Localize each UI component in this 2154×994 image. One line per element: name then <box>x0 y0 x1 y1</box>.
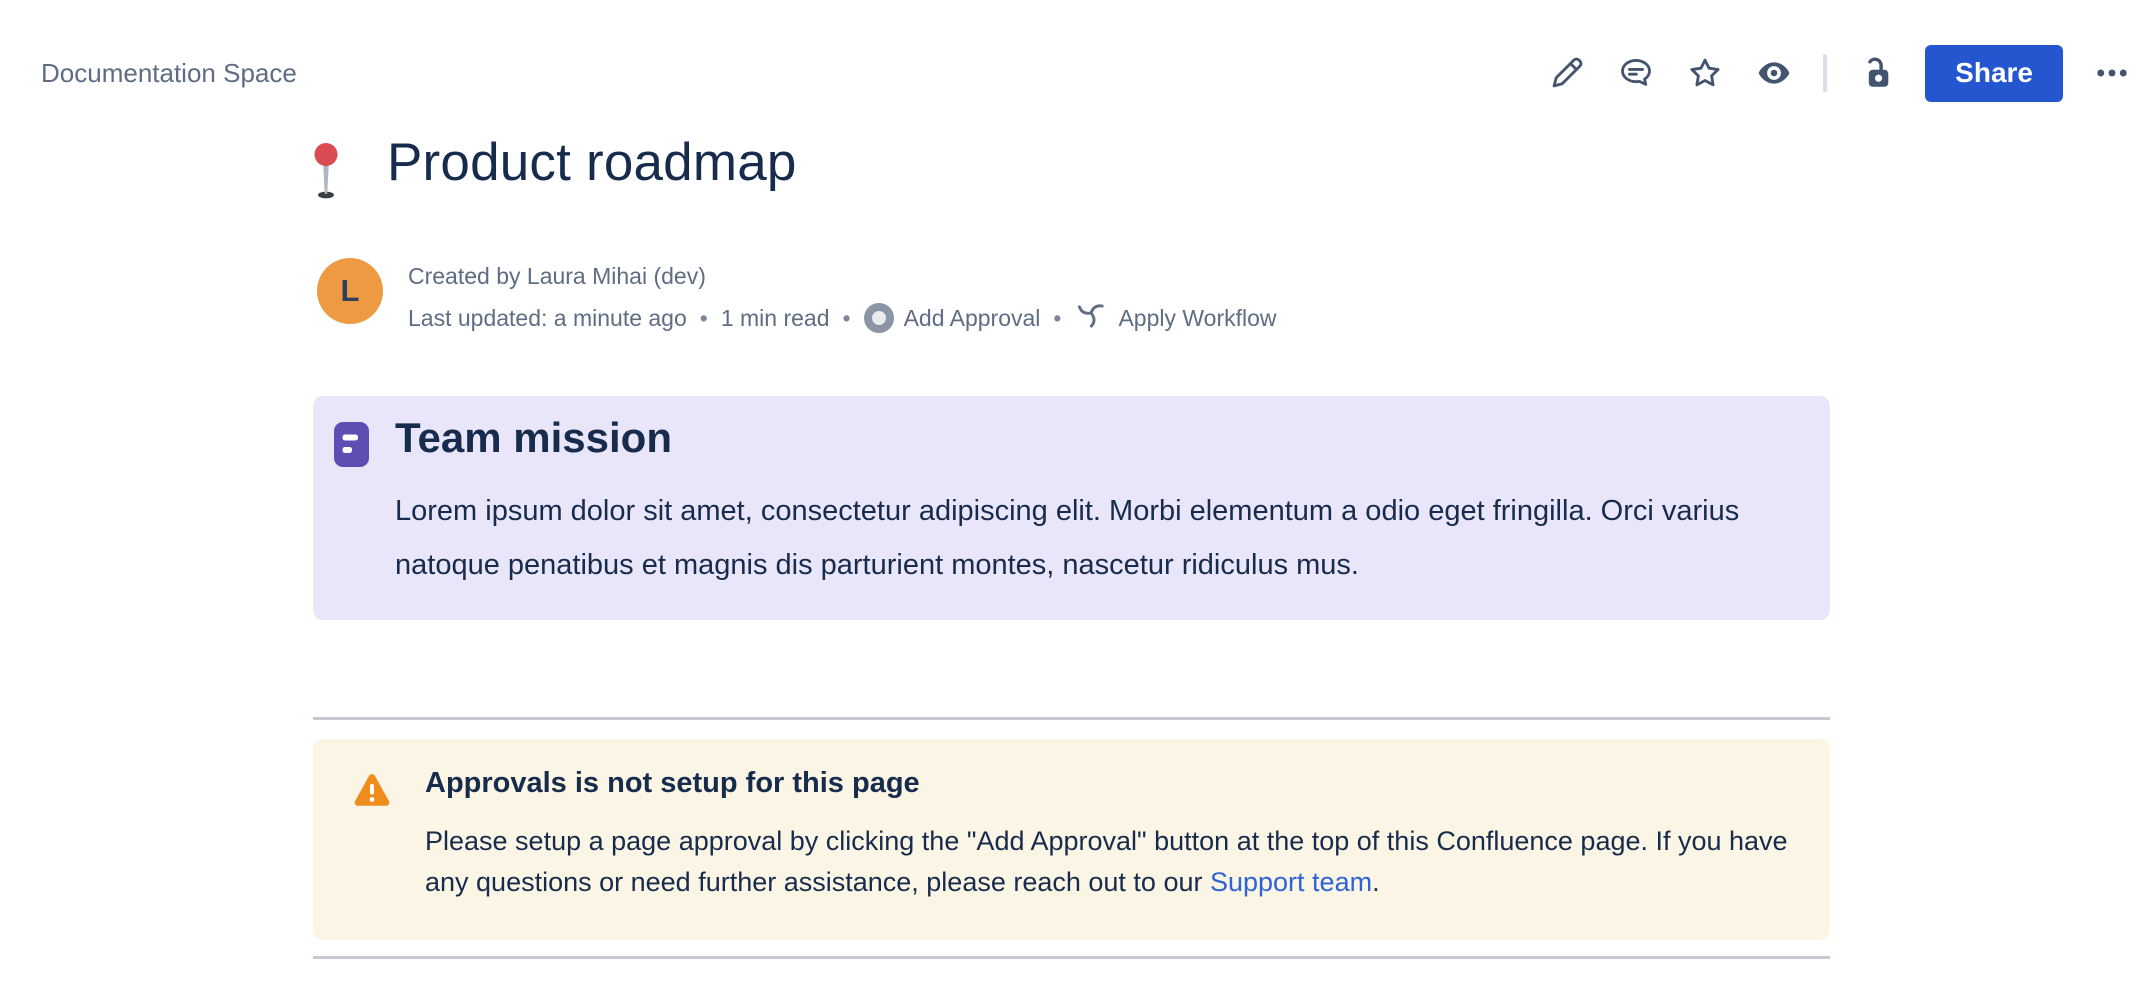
dot-separator: • <box>1053 304 1062 331</box>
warning-triangle-icon <box>351 769 393 816</box>
toolbar-divider <box>1823 54 1827 92</box>
edit-icon <box>1549 55 1585 91</box>
mission-body-text: Lorem ipsum dolor sit amet, consectetur adipiscing elit. Morbi elementum a odio eget fringilla. Orci varius natoque penatibus et magnis dis parturient montes, nascetur ridiculus mus. <box>395 495 1740 581</box>
byline <box>408 260 1277 339</box>
more-icon <box>2092 55 2132 91</box>
warning-text-after-link: . <box>1372 867 1380 897</box>
add-approval-button[interactable] <box>864 301 1041 335</box>
star-icon <box>1687 55 1723 91</box>
created-by-text: Created by Laura Mihai (dev) <box>408 263 706 289</box>
watch-icon <box>1754 55 1794 91</box>
add-approval-label: Add Approval <box>903 304 1041 331</box>
favourite-button[interactable] <box>1685 53 1725 93</box>
more-actions-button[interactable] <box>2092 53 2132 93</box>
avatar[interactable]: L <box>317 258 383 324</box>
dot-separator: • <box>842 304 851 331</box>
dot-separator: • <box>699 304 708 331</box>
page-title-row <box>311 132 797 205</box>
page-actions-toolbar <box>1547 0 2132 146</box>
team-mission-panel <box>313 396 1830 620</box>
pushpin-emoji <box>311 132 341 205</box>
edit-button[interactable] <box>1547 53 1587 93</box>
warning-body-text <box>425 821 1793 903</box>
support-team-link[interactable]: Support team <box>1209 867 1373 897</box>
last-updated-text: Last updated: a minute ago <box>408 304 687 331</box>
comment-icon <box>1618 55 1654 91</box>
approval-ring-icon <box>864 303 894 333</box>
restrictions-button[interactable] <box>1856 53 1896 93</box>
unlock-icon <box>1858 55 1894 91</box>
comment-button[interactable] <box>1616 53 1656 93</box>
breadcrumb-space-name[interactable]: Documentation Space <box>41 58 297 88</box>
content-divider-bottom <box>313 956 1830 959</box>
apply-workflow-button[interactable] <box>1074 296 1276 339</box>
share-button[interactable]: Share <box>1925 45 2063 102</box>
approvals-warning-panel <box>313 739 1830 940</box>
note-icon <box>334 422 369 472</box>
warning-text-before-link: Please setup a page approval by clicking the "Add Approval" button at the top of this Confluence page. If you have any questions or need further assistance, please reach out to our <box>425 826 1788 897</box>
workflow-icon <box>1074 296 1108 339</box>
page-title: Product roadmap <box>387 133 797 192</box>
warning-heading: Approvals is not setup for this page <box>425 767 920 799</box>
read-time-text: 1 min read <box>720 304 830 331</box>
apply-workflow-label: Apply Workflow <box>1118 304 1277 331</box>
watch-button[interactable] <box>1754 53 1794 93</box>
mission-heading: Team mission <box>395 414 672 461</box>
content-divider-top <box>313 717 1830 720</box>
